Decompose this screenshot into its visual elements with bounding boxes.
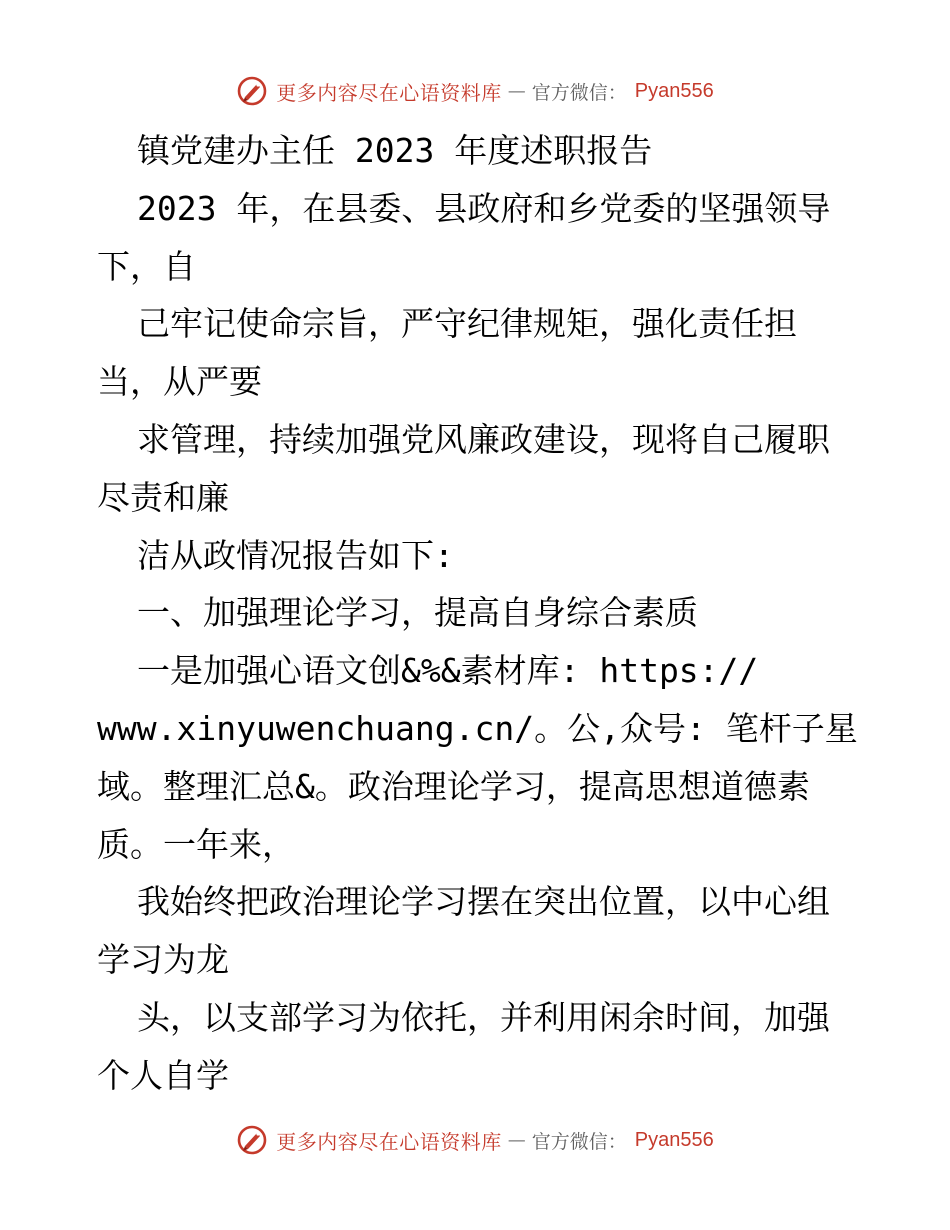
text-line: 一是加强心语文创&%&素材库: https:// (137, 651, 759, 691)
banner-separator: — (507, 1129, 526, 1151)
text-line: 尽责和廉 (97, 477, 229, 517)
text-line: 头，以支部学习为依托，并利用闲余时间，加强 (137, 997, 830, 1037)
document-body (97, 122, 897, 1105)
text-line: 学习为龙 (97, 940, 229, 980)
text-line: www.xinyuwenchuang.cn/。公,众号: 笔杆子星 (97, 708, 858, 748)
pen-logo-icon (236, 75, 268, 107)
text-line: 求管理，持续加强党风廉政建设，现将自己履职 (137, 419, 830, 459)
banner-wechat-label: 官方微信： (531, 1130, 627, 1153)
banner-separator: — (507, 80, 526, 102)
text-line: 洁从政情况报告如下: (137, 535, 454, 575)
banner-slogan: 更多内容尽在心语资料库 (276, 80, 502, 105)
text-line: 域。整理汇总&。政治理论学习，提高思想道德素 (97, 766, 810, 806)
banner-slogan: 更多内容尽在心语资料库 (276, 1129, 502, 1154)
text-line: 质。一年来， (97, 824, 295, 864)
banner-wechat-handle: Pyan556 (634, 79, 714, 102)
section-heading: 一、加强理论学习，提高自身综合素质 (137, 593, 698, 633)
header-watermark (0, 71, 950, 111)
text-line: 下，自 (97, 246, 196, 286)
text-line: 个人自学 (97, 1055, 229, 1095)
text-line: 当，从严要 (97, 362, 262, 402)
document-title: 镇党建办主任 2023 年度述职报告 (137, 131, 653, 170)
text-line: 己牢记使命宗旨，严守纪律规矩，强化责任担 (137, 304, 797, 344)
banner-wechat-label: 官方微信： (531, 81, 627, 104)
text-line: 2023 年，在县委、县政府和乡党委的坚强领导 (137, 188, 831, 228)
banner-wechat-handle: Pyan556 (634, 1128, 714, 1151)
text-line: 我始终把政治理论学习摆在突出位置，以中心组 (137, 882, 830, 922)
footer-watermark (0, 1120, 950, 1160)
pen-logo-icon (236, 1124, 268, 1156)
